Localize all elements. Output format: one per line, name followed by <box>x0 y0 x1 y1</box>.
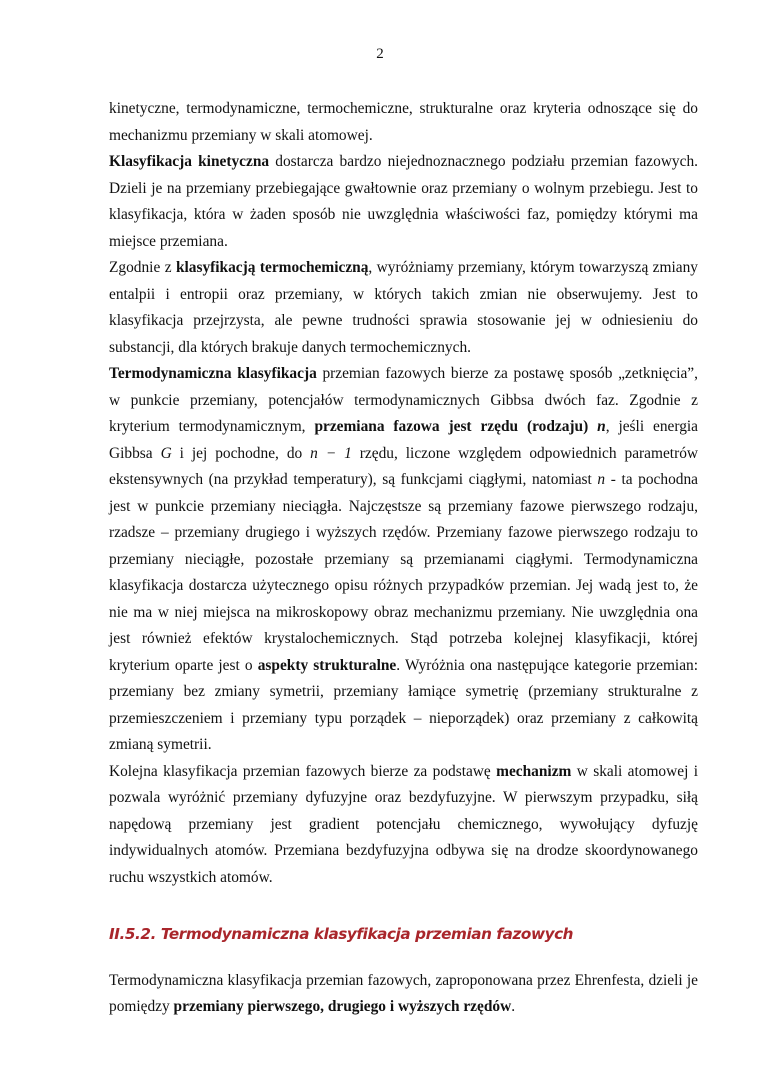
math-var-n: n <box>597 418 606 435</box>
paragraph-text: , wyróżniamy przemiany, którym towarzyszą zmiany entalpii i entropii oraz przemiany, w których takich zmian nie obserwujemy. Jest to klasyfikacja przejrzysta, ale pewne trudności sprawia stosowanie jej w odniesieniu do substancji, dla których brakuje danych termochemicznych. <box>109 259 698 356</box>
document-body <box>109 96 698 1021</box>
paragraph-kinetic-classification <box>109 149 698 255</box>
section-heading: II.5.2. Termodynamiczna klasyfikacja przemian fazowych <box>109 925 574 943</box>
paragraph-text: Zgodnie z <box>109 259 176 276</box>
paragraph-text: dostarcza bardzo niejednoznacznego podziału przemian fazowych. Dzieli je na przemiany przebiegające gwałtownie oraz przemiany o wolnym przebiegu. Jest to klasyfikacja, która w żaden sposób nie uwzględnia właściwości faz, pomiędzy którymi ma miejsce przemiana. <box>109 153 699 250</box>
paragraph-text: rzędu, liczone względem odpowiednich parametrów ekstensywnych (na przykład temperatury), są funkcjami ciągłymi, natomiast <box>109 444 699 488</box>
paragraph-text: w skali atomowej i pozwala wyróżnić przemiany dyfuzyjne oraz bezdyfuzyjne. W pierwszym przypadku, siłą napędową przemiany jest gradient potencjału chemicznego, wywołujący dyfuzję indywidualnych atomów. Przemiana bezdyfuzyjna odbywa się na drodze skoordynowanego ruchu wszystkich atomów. <box>109 762 698 886</box>
term-thermochemical-classification: klasyfikacją termochemiczną <box>175 259 369 276</box>
term-thermodynamic-classification: Termodynamiczna klasyfikacja <box>109 365 317 382</box>
paragraph-text: , jeśli energia Gibbsa <box>109 418 699 462</box>
term-phase-transition-order <box>314 418 605 435</box>
paragraph-text: Termodynamiczna klasyfikacja przemian fazowych, zaproponowana przez Ehrenfesta, dzieli je pomiędzy <box>109 971 698 1015</box>
math-var-g: G <box>160 444 172 462</box>
paragraph-text: . Wyróżnia ona następujące kategorie przemian: przemiany bez zmiany symetrii, przemiany łamiące symetrię (przemiany strukturalne z przemieszczeniem i przemiany typu porządek – nieporządek) oraz przemiany z całkowitą zmianą symetrii. <box>109 656 698 753</box>
paragraph-text: przemian fazowych bierze za postawę sposób „zetknięcia”, w punkcie przemiany, potencjałów termodynamicznych Gibbsa dwóch faz. Zgodnie z kryterium termodynamicznym, <box>109 365 698 435</box>
term-text: przemiana fazowa jest rzędu (rodzaju) <box>314 418 598 435</box>
paragraph-thermodynamic-classification <box>109 361 698 759</box>
paragraph-text: - ta pochodna jest w punkcie przemiany nieciągła. Najczęstsze są przemiany fazowe pierwszego rodzaju, rzadsze – przemiany drugiego i wyższych rzędów. Przemiany fazowe pierwszego rodzaju to przemiany nieciągłe, pozostałe przemiany są przemianami ciągłymi. Termodynamiczna klasyfikacja dostarcza użytecznego opisu różnych przypadków przemian. Jej wadą jest to, że nie ma w niej miejsca na mikroskopowy obraz mechanizmu przemiany. Nie uwzględnia ona jest również efektów krystalochemicznych. Stąd potrzeba kolejnej klasyfikacji, której kryterium oparte jest o <box>109 471 698 674</box>
term-transition-orders: przemiany pierwszego, drugiego i wyższych rzędów <box>173 998 512 1015</box>
term-mechanism: mechanizm <box>496 762 572 780</box>
paragraph-ehrenfest <box>109 968 698 1021</box>
paragraph-mechanism-classification <box>109 759 698 892</box>
math-expr-n-minus-1: n − 1 <box>310 444 352 462</box>
paragraph-1 <box>109 96 698 149</box>
math-var-n: n <box>597 471 606 488</box>
paragraph-text: . <box>511 998 516 1015</box>
paragraph-thermochemical-classification <box>109 255 698 361</box>
page-number: 2 <box>376 46 384 62</box>
term-kinetic-classification: Klasyfikacja kinetyczna <box>109 153 270 170</box>
paragraph-text: Kolejna klasyfikacja przemian fazowych bierze za podstawę <box>109 762 497 780</box>
paragraph-text: kinetyczne, termodynamiczne, termochemiczne, strukturalne oraz kryteria odnoszące się do mechanizmu przemiany w skali atomowej. <box>109 100 698 144</box>
paragraph-text: i jej pochodne, do <box>171 444 311 462</box>
term-structural-aspects: aspekty strukturalne <box>257 656 397 674</box>
